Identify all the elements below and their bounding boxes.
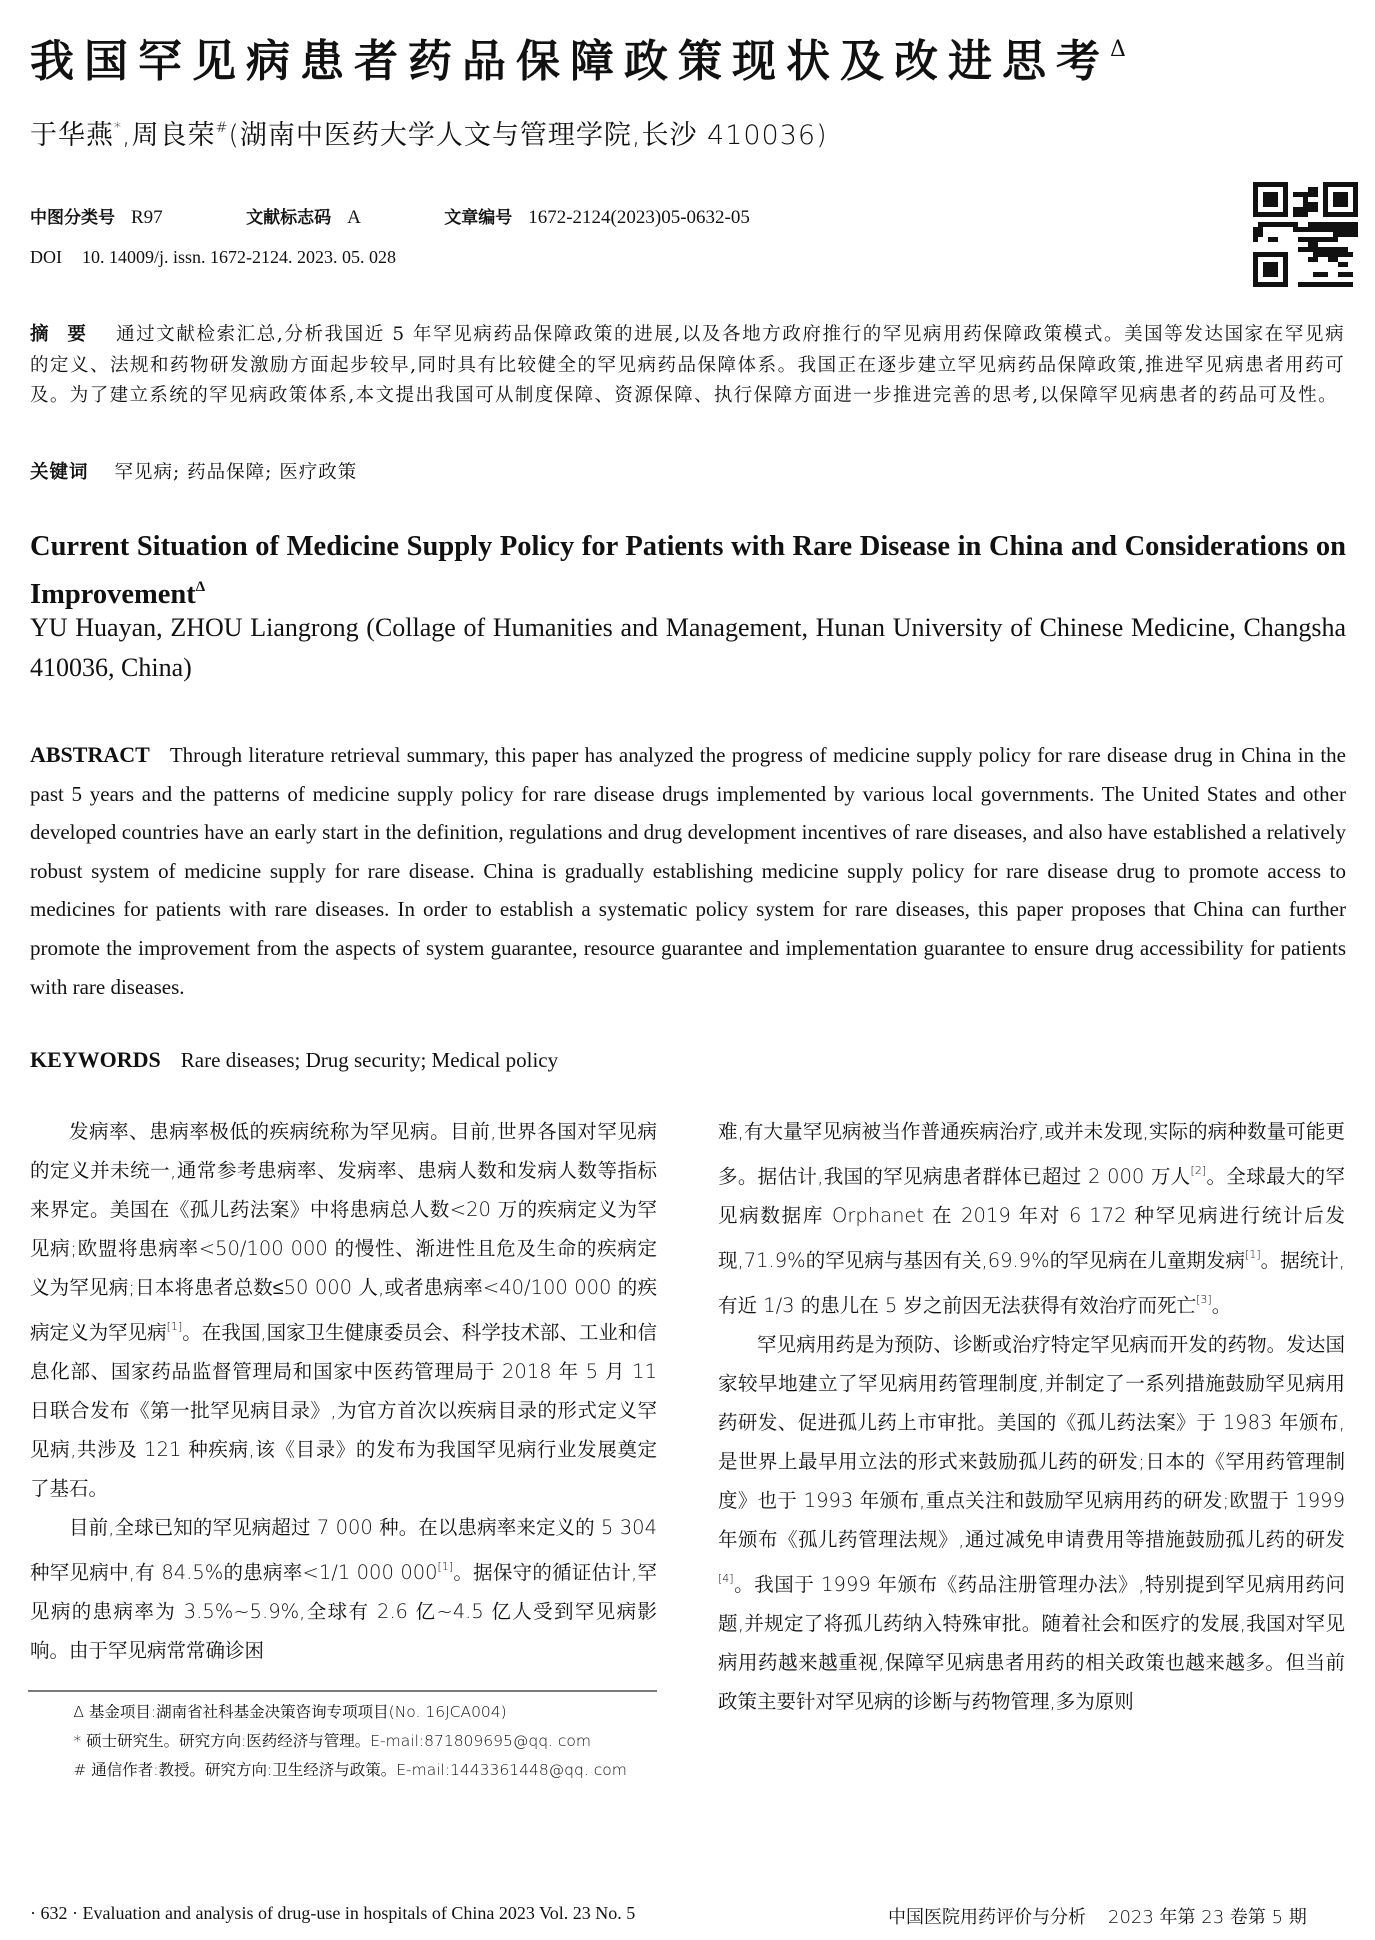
- abstract-cn-text: 通过文献检索汇总,分析我国近 5 年罕见病药品保障政策的进展,以及各地方政府推行的罕见病用药保障政策模式。美国等发达国家在罕见病的定义、法规和药物研发激励方面起步较早,同时具有比较健全的罕见病药品保障体系。我国正在逐步建立罕见病药品保障政策,推进罕见病患者用药可及。为了建立系统的罕见病政策体系,本文提出我国可从制度保障、资源保障、执行保障方面进一步推进完善的思考,以保障罕见病患者的药品可及性。: [30, 324, 1345, 406]
- paragraph-text: 难,有大量罕见病被当作普通疾病治疗,或并未发现,实际的病种数量可能更多。据估计,我国的罕见病患者群体已超过 2 000 万人: [718, 1120, 1345, 1188]
- paragraph: [718, 1325, 1345, 1721]
- title-text: 我国罕见病患者药品保障政策现状及改进思考: [30, 36, 1110, 87]
- keywords-en: [30, 1045, 558, 1075]
- journal-name-cn: 中国医院用药评价与分析: [888, 1907, 1086, 1928]
- author-2: 周良荣: [131, 120, 216, 151]
- footnotes: [30, 1698, 657, 1785]
- paragraph-text: 目前,全球已知的罕见病超过 7 000 种。在以患病率来定义的 5 304 种罕见病中,有 84.5%的患病率<1/1 000 000: [30, 1516, 657, 1584]
- footnote-fund: Δ 基金项目:湖南省社科基金决策咨询专项项目(No. 16JCA004): [73, 1703, 507, 1721]
- paragraph: [30, 1112, 657, 1508]
- authors-cn: [30, 108, 828, 156]
- article-title-en: [30, 526, 1346, 615]
- issue-info-cn: 2023 年第 23 卷第 5 期: [1108, 1907, 1307, 1928]
- article-no-label: 文章编号: [444, 208, 513, 228]
- author-1: 于华燕: [30, 120, 114, 151]
- paragraph-text: 。据统计,有近 1/3 的患儿在 5 岁之前因无法获得有效治疗而死亡: [718, 1249, 1345, 1317]
- paragraph-text: 罕见病用药是为预防、诊断或治疗特定罕见病而开发的药物。发达国家较早地建立了罕见病用药管理制度,并制定了一系列措施鼓励罕见病用药研发、促进孤儿药上市审批。美国的《孤儿药法案》于 1983 年颁布,是世界上最早用立法的形式来鼓励孤儿药的研发;日本的《罕用药管理制度》也于 1993 年颁布,重点关注和鼓励罕见病用药的研发;欧盟于 1999 年颁布《孤儿药管理法规》,通过减免申请费用等措施鼓励孤儿药的研发: [718, 1333, 1345, 1551]
- body-column-right: [718, 1112, 1345, 1721]
- abstract-en-label: ABSTRACT: [30, 742, 150, 767]
- doi-value[interactable]: 10. 14009/j. issn. 1672-2124. 2023. 05. 028: [82, 247, 397, 267]
- keywords-cn-text: 罕见病; 药品保障; 医疗政策: [114, 462, 358, 483]
- author-2-mark: #: [215, 120, 229, 136]
- abstract-cn-label: 摘 要: [30, 324, 93, 345]
- title-en-text: Current Situation of Medicine Supply Policy for Patients with Rare Disease in China and Considerations on Improvement: [30, 531, 1346, 610]
- keywords-cn: [30, 458, 357, 488]
- page-footer-right: [888, 1903, 1307, 1929]
- qr-code-icon[interactable]: [1253, 182, 1358, 287]
- abstract-en-text: Through literature retrieval summary, this paper has analyzed the progress of medicine supply policy for rare disease drug in China in the past 5 years and the patterns of medicine supply policy for rare disease drugs implemented by various local governments. The United States and other developed countries have an early start in the definition, regulations and drug development incentives of rare diseases, and also have established a relatively robust system of medicine supply for rare disease. China is gradually establishing medicine supply policy for rare disease drug to promote access to medicines for patients with rare diseases. In order to establish a systematic policy system for rare diseases, this paper proposes that China can further promote the improvement from the aspects of system guarantee, resource guarantee and implementation guarantee to ensure drug accessibility for patients with rare diseases.: [30, 743, 1346, 999]
- article-title-cn: [30, 20, 1360, 92]
- paragraph: [30, 1508, 657, 1670]
- authors-en: YU Huayan, ZHOU Liangrong (Collage of Humanities and Management, Hunan University of Chinese Medicine, Changsha 410036, China): [30, 613, 1346, 682]
- footnote-divider: [28, 1690, 657, 1692]
- page-footer-left: · 632 · Evaluation and analysis of drug-use in hospitals of China 2023 Vol. 23 No. 5: [30, 1903, 636, 1923]
- affiliation-cn: (湖南中医药大学人文与管理学院,长沙 410036): [228, 120, 828, 151]
- clc-label: 中图分类号: [30, 208, 115, 228]
- keywords-cn-label: 关键词: [30, 462, 89, 483]
- citation-link[interactable]: [1]: [437, 1560, 454, 1573]
- citation-link[interactable]: [2]: [1190, 1164, 1207, 1177]
- paragraph: [718, 1112, 1345, 1325]
- abstract-cn: [30, 320, 1345, 412]
- paragraph-text: 发病率、患病率极低的疾病统称为罕见病。目前,世界各国对罕见病的定义并未统一,通常参考患病率、发病率、患病人数和发病人数等指标来界定。美国在《孤儿药法案》中将患病总人数<20 万的疾病定义为罕见病;欧盟将患病率<50/100 000 的慢性、渐进性且危及生命的疾病定义为罕见病;日本将患者总数≤50 000 人,或者患病率<40/100 000 的疾病定义为罕见病: [30, 1120, 657, 1344]
- author-separator: ,: [122, 120, 132, 151]
- author-1-mark: *: [114, 120, 122, 136]
- paragraph-text: 。全球最大的罕见病数据库 Orphanet 在 2019 年对 6 172 种罕见病进行统计后发现,71.9%的罕见病与基因有关,69.9%的罕见病在儿童期发病: [718, 1165, 1345, 1272]
- keywords-en-text: Rare diseases; Drug security; Medical policy: [180, 1048, 559, 1072]
- fund-mark: Δ: [1110, 37, 1126, 62]
- doi-line: [30, 244, 396, 270]
- classification-line: [30, 205, 750, 231]
- keywords-en-label: KEYWORDS: [30, 1047, 161, 1072]
- paragraph-text: 。在我国,国家卫生健康委员会、科学技术部、工业和信息化部、国家药品监督管理局和国家中医药管理局于 2018 年 5 月 11 日联合发布《第一批罕见病目录》,为官方首次以疾病目录的形式定义罕见病,共涉及 121 种疾病,该《目录》的发布为我国罕见病行业发展奠定了基石。: [30, 1321, 657, 1500]
- footnote-corresponding-author: # 通信作者:教授。研究方向:卫生经济与政策。E-mail:1443361448@qq. com: [73, 1761, 627, 1779]
- footnote-author-1: * 硕士研究生。研究方向:医药经济与管理。E-mail:871809695@qq. com: [73, 1732, 591, 1750]
- doc-code-label: 文献标志码: [246, 208, 332, 228]
- citation-link[interactable]: [4]: [718, 1572, 734, 1585]
- citation-link[interactable]: [3]: [1196, 1293, 1212, 1306]
- paragraph-text: 。据保守的循证估计,罕见病的患病率为 3.5%~5.9%,全球有 2.6 亿~4.5 亿人受到罕见病影响。由于罕见病常常确诊困: [30, 1561, 658, 1662]
- abstract-en: [30, 736, 1346, 1006]
- paragraph-text: 。: [1211, 1294, 1232, 1317]
- article-no-value: 1672-2124(2023)05-0632-05: [528, 207, 750, 228]
- body-column-left: [30, 1112, 657, 1670]
- citation-link[interactable]: [1]: [1245, 1248, 1261, 1261]
- doi-label: DOI: [30, 247, 62, 267]
- paragraph-text: 。我国于 1999 年颁布《药品注册管理办法》,特别提到罕见病用药问题,并规定了将孤儿药纳入特殊审批。随着社会和医疗的发展,我国对罕见病用药越来越重视,保障罕见病患者用药的相关政策也越来越多。但当前政策主要针对罕见病的诊断与药物管理,多为原则: [718, 1573, 1345, 1713]
- citation-link[interactable]: [1]: [166, 1320, 183, 1333]
- fund-mark-en: Δ: [195, 579, 206, 595]
- doc-code-value: A: [347, 207, 361, 228]
- clc-value: R97: [131, 207, 163, 228]
